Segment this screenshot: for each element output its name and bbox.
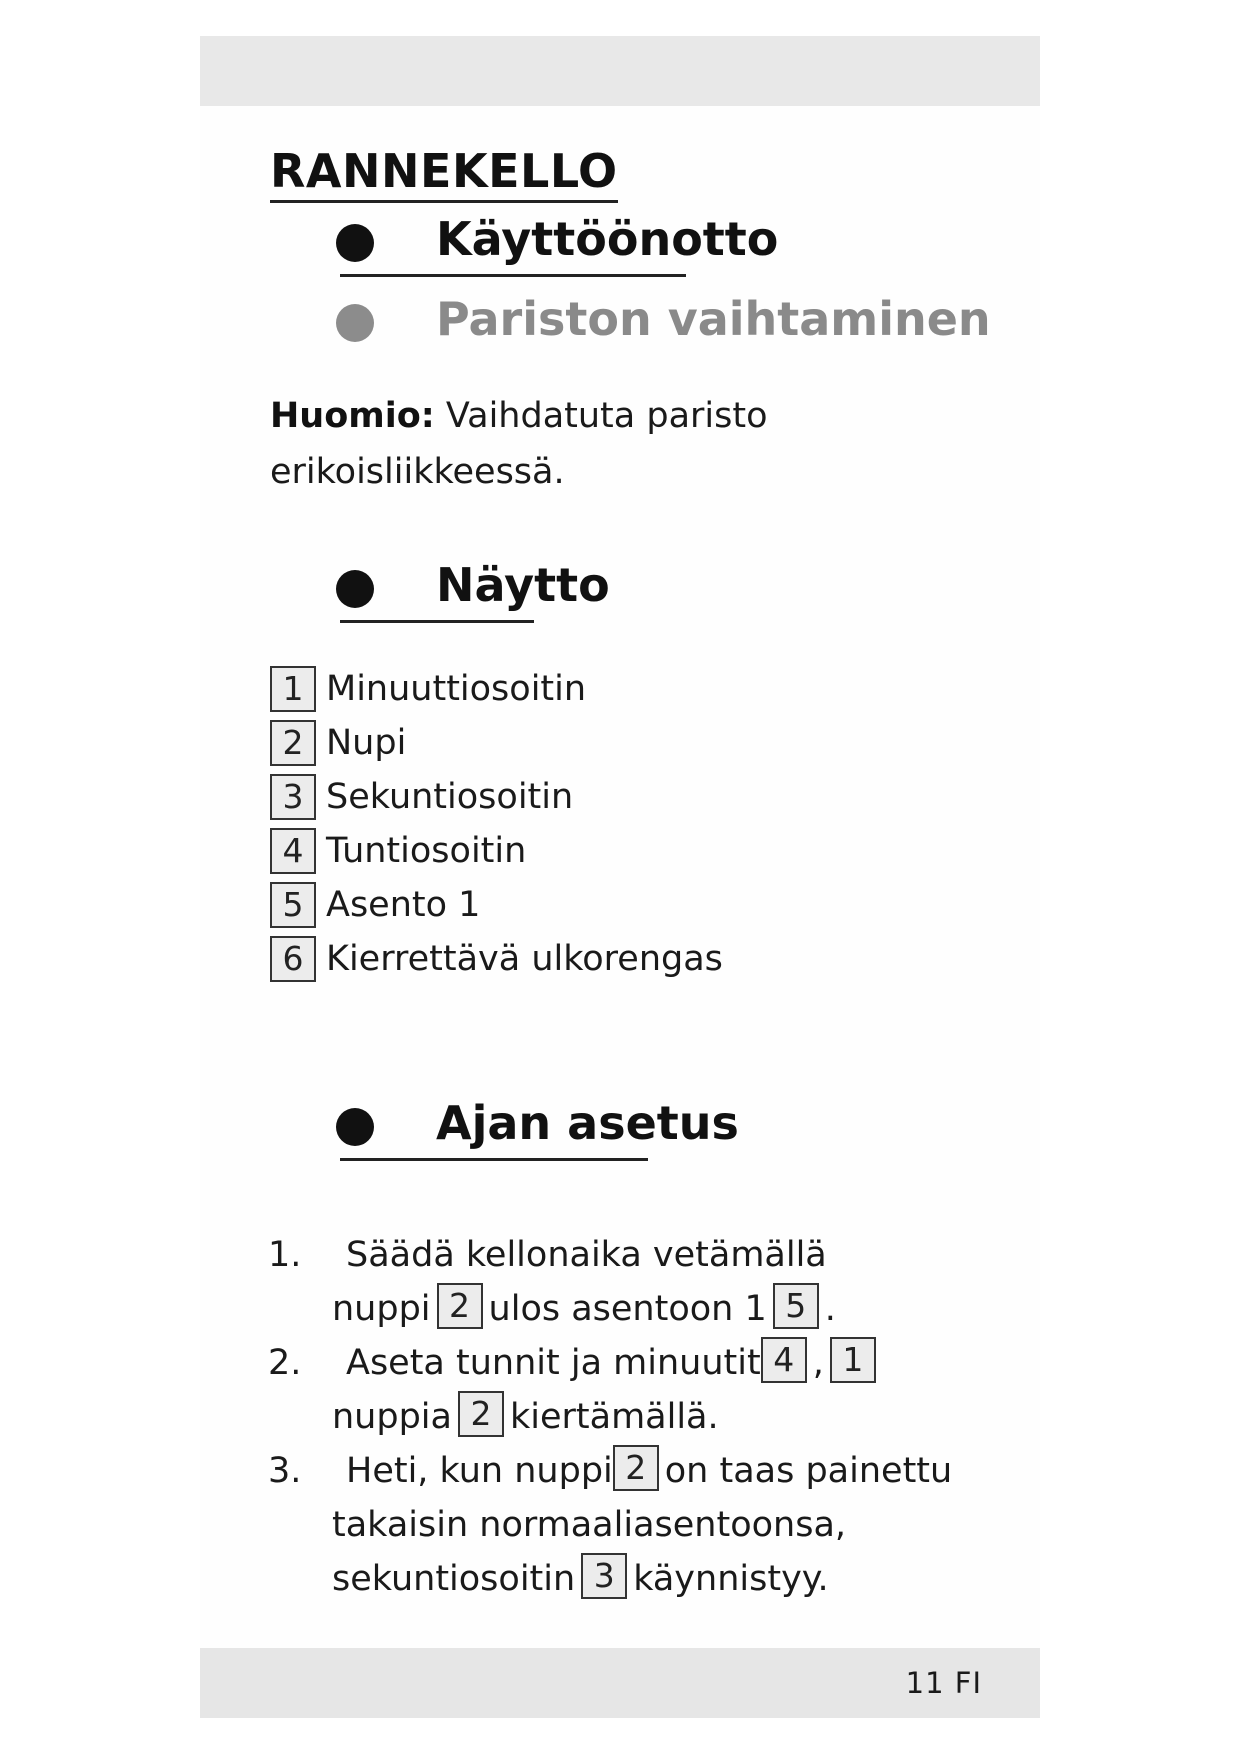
bullet-icon (336, 224, 374, 262)
step-text: kiertämällä. (509, 1397, 719, 1437)
step-text: Aseta tunnit ja minuutit (346, 1343, 761, 1383)
step-1 (268, 1228, 988, 1336)
item-label: Nupi (326, 723, 407, 763)
footer-band (200, 1648, 1040, 1718)
section-heading: Näytto (436, 558, 610, 612)
note-text-2: erikoisliikkeessä. (270, 452, 565, 492)
ref-box: 5 (773, 1283, 819, 1329)
manual-page (200, 36, 1040, 1718)
ref-box: 2 (437, 1283, 483, 1329)
step-text: käynnistyy. (633, 1559, 829, 1599)
item-label: Asento 1 (326, 885, 481, 925)
ref-box: 3 (581, 1553, 627, 1599)
note-line-1 (270, 388, 768, 444)
item-number-box: 1 (270, 666, 316, 712)
item-label: Sekuntiosoitin (326, 777, 574, 817)
item-number-box: 6 (270, 936, 316, 982)
bullet-icon (336, 1108, 374, 1146)
step-number: 3. (268, 1451, 302, 1491)
list-item (270, 932, 723, 986)
ref-box: 2 (613, 1445, 659, 1491)
item-label: Tuntiosoitin (326, 831, 527, 871)
item-number-box: 5 (270, 882, 316, 928)
list-item (270, 662, 723, 716)
step-text: Heti, kun nuppi (346, 1451, 613, 1491)
step-2 (268, 1336, 988, 1444)
section-heading: Ajan asetus (436, 1096, 739, 1150)
list-item (270, 824, 723, 878)
section-heading: Käyttöönotto (436, 212, 779, 266)
item-label: Kierrettävä ulkorengas (326, 939, 723, 979)
bullet-icon (336, 304, 374, 342)
step-number: 1. (268, 1235, 302, 1275)
section-underline (340, 620, 534, 623)
section-underline (340, 274, 686, 277)
section-heading: Pariston vaihtaminen (436, 292, 991, 346)
step-text: nuppi (332, 1289, 431, 1329)
step-text: takaisin normaaliasentoonsa, (332, 1505, 847, 1545)
ref-box: 2 (458, 1391, 504, 1437)
item-label: Minuuttiosoitin (326, 669, 587, 709)
header-band (200, 36, 1040, 106)
ref-box: 1 (830, 1337, 876, 1383)
note-text-1: Vaihdatuta paristo (445, 396, 768, 436)
step-number: 2. (268, 1343, 302, 1383)
item-number-box: 2 (270, 720, 316, 766)
page-title: RANNEKELLO (270, 144, 618, 203)
step-text: nuppia (332, 1397, 452, 1437)
step-text: sekuntiosoitin (332, 1559, 576, 1599)
battery-note (270, 388, 768, 500)
page-number-value: 11 (905, 1666, 945, 1700)
bullet-icon (336, 570, 374, 608)
note-label: Huomio: (270, 396, 435, 436)
display-items-list (270, 662, 723, 986)
list-item (270, 878, 723, 932)
ref-box: 4 (761, 1337, 807, 1383)
step-text: on taas painettu (664, 1451, 953, 1491)
step-separator: , (812, 1343, 824, 1383)
item-number-box: 4 (270, 828, 316, 874)
step-3 (268, 1444, 988, 1606)
list-item (270, 716, 723, 770)
section-underline (340, 1158, 648, 1161)
step-text: ulos asentoon 1 (488, 1289, 767, 1329)
page-number (906, 1666, 982, 1700)
list-item (270, 770, 723, 824)
time-setting-steps (268, 1228, 988, 1606)
item-number-box: 3 (270, 774, 316, 820)
step-text: . (824, 1289, 836, 1329)
step-text: Säädä kellonaika vetämällä (346, 1235, 827, 1275)
language-code: FI (954, 1666, 982, 1700)
